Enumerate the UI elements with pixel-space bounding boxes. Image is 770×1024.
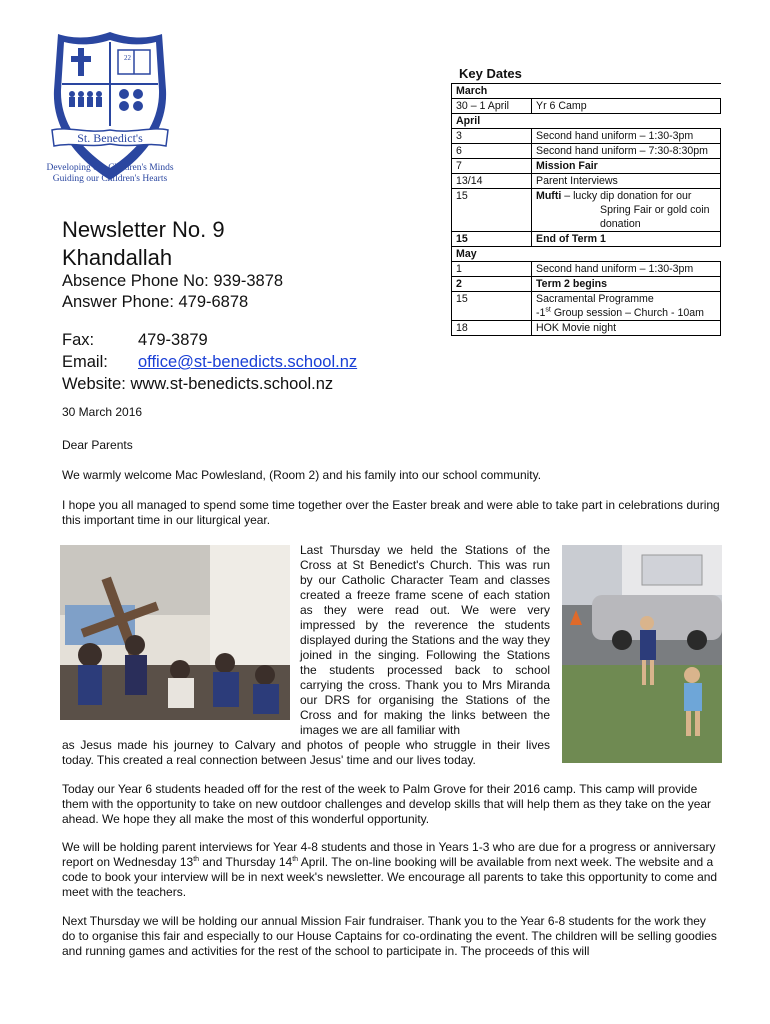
paragraph-easter: I hope you all managed to spend some time together over the Easter break and were able to take part in celebrations during this important time in our liturgical year. <box>62 498 720 527</box>
table-row <box>452 129 721 144</box>
event-cell: Second hand uniform – 1:30-3pm <box>532 129 721 144</box>
date-cell: 7 <box>452 159 532 174</box>
school-location: Khandallah <box>62 245 173 270</box>
newsletter-title: Newsletter No. 9 <box>62 217 225 242</box>
event-text: Sacramental Programme <box>536 293 654 305</box>
table-row <box>452 277 721 292</box>
date-cell: 3 <box>452 129 532 144</box>
email-label: Email: <box>62 353 108 371</box>
paragraph-stations: Last Thursday we held the Stations of the Cross at St Benedict's Church. This was run by our Catholic Character Team and classes created a freeze frame scene of each station as they were read out. We were very impressed by the reverence the students displayed during the Stations and the way they joined in the singing. Following the Stations the students processed back to school carrying the cross. Thank you to Mrs Miranda our DRS for organising the Stations of the Cross and for making the links between the images we are all familiar with <box>300 543 550 737</box>
table-row <box>452 262 721 277</box>
event-cell: Second hand uniform – 1:30-3pm <box>532 262 721 277</box>
answer-phone: Answer Phone: 479-6878 <box>62 293 249 311</box>
superscript: th <box>292 856 299 863</box>
table-row <box>452 99 721 114</box>
date-cell: 2 <box>452 277 532 292</box>
fax-label: Fax: <box>62 331 95 349</box>
paragraph-stations-cont: as Jesus made his journey to Calvary and photos of people who struggle in their lives today. This created a real connection between Jesus' time and our lives today. <box>62 738 550 767</box>
procession-photo <box>562 545 722 763</box>
event-cell: Term 2 begins <box>532 277 721 292</box>
event-cell: Mission Fair <box>532 159 721 174</box>
crest-name: St. Benedict's <box>77 131 143 145</box>
table-row <box>452 232 721 247</box>
interviews-text-c: April. The on-line booking will be available from next week. The website and a code to book your interview will be in next week's newsletter. We encourage all parents to take this opportunity to come and meet with the teachers. <box>62 855 718 899</box>
stations-photo <box>60 545 290 720</box>
date-cell: 15 <box>452 292 532 321</box>
crest-motto-line-1: Developing our Children's Minds <box>46 163 174 173</box>
date-cell: 15 <box>452 189 532 232</box>
date-cell: 1 <box>452 262 532 277</box>
crest-motto-line-2: Guiding our Children's Hearts <box>52 174 168 184</box>
event-cell <box>532 189 721 232</box>
date-cell: 18 <box>452 321 532 336</box>
table-row <box>452 174 721 189</box>
event-cell: Second hand uniform – 7:30-8:30pm <box>532 144 721 159</box>
event-cell: End of Term 1 <box>532 232 721 247</box>
month-march: March <box>452 84 721 99</box>
table-row <box>452 292 721 321</box>
superscript: th <box>193 856 200 863</box>
table-row <box>452 159 721 174</box>
absence-phone: Absence Phone No: 939-3878 <box>62 272 284 290</box>
table-row <box>452 189 721 232</box>
mufti-text-2: Spring Fair or gold coin <box>600 204 710 216</box>
event-cell: HOK Movie night <box>532 321 721 336</box>
month-may: May <box>452 247 721 262</box>
email-link[interactable]: office@st-benedicts.school.nz <box>138 353 358 371</box>
paragraph-welcome: We warmly welcome Mac Powlesland, (Room 2) and his family into our school community. <box>62 468 542 482</box>
website-line: Website: www.st-benedicts.school.nz <box>62 375 334 393</box>
date-cell: 6 <box>452 144 532 159</box>
key-dates-table <box>451 83 721 336</box>
superscript: st <box>545 306 551 314</box>
event-text-pre: -1 <box>536 307 546 319</box>
key-dates-title: Key Dates <box>459 66 522 81</box>
mufti-text: – lucky dip donation for our <box>561 190 692 202</box>
month-april: April <box>452 114 721 129</box>
mufti-text-3: donation <box>600 218 641 230</box>
crest-book-text: 22 <box>124 54 131 62</box>
interviews-text-b: and Thursday 14 <box>199 855 293 869</box>
date-cell: 13/14 <box>452 174 532 189</box>
mufti-label: Mufti <box>536 190 562 202</box>
table-row <box>452 321 721 336</box>
paragraph-camp: Today our Year 6 students headed off for the rest of the week to Palm Grove for their 2016 camp. This camp will provide them with the opportunity to take on new outdoor challenges and develop skills that will help them as they take on the year ahead. We hope they all make the most of this wonderful opportunity. <box>62 782 712 826</box>
letter-date: 30 March 2016 <box>62 405 143 419</box>
paragraph-mission-fair: Next Thursday we will be holding our annual Mission Fair fundraiser. Thank you to the Year 6-8 students for the work they do to organise this fair and especially to our House Captains for co-ordinating the event. The children will be selling goodies and running games and activities for the rest of the school to participate in. The proceeds of this will <box>62 914 717 958</box>
letter-greeting: Dear Parents <box>62 438 133 452</box>
paragraph-interviews <box>62 840 722 900</box>
interviews-text-a: We will be holding parent interviews for Year 4-8 students and those in Years 1-3 who are due for a progress or anniversary report on Wednesday 13 <box>62 840 716 869</box>
date-cell: 15 <box>452 232 532 247</box>
event-cell: Parent Interviews <box>532 174 721 189</box>
date-cell: 30 – 1 April <box>452 99 532 114</box>
fax-number: 479-3879 <box>138 331 208 349</box>
table-row <box>452 144 721 159</box>
event-cell <box>532 292 721 321</box>
event-cell: Yr 6 Camp <box>532 99 721 114</box>
event-text-post: Group session – Church - 10am <box>550 307 704 319</box>
